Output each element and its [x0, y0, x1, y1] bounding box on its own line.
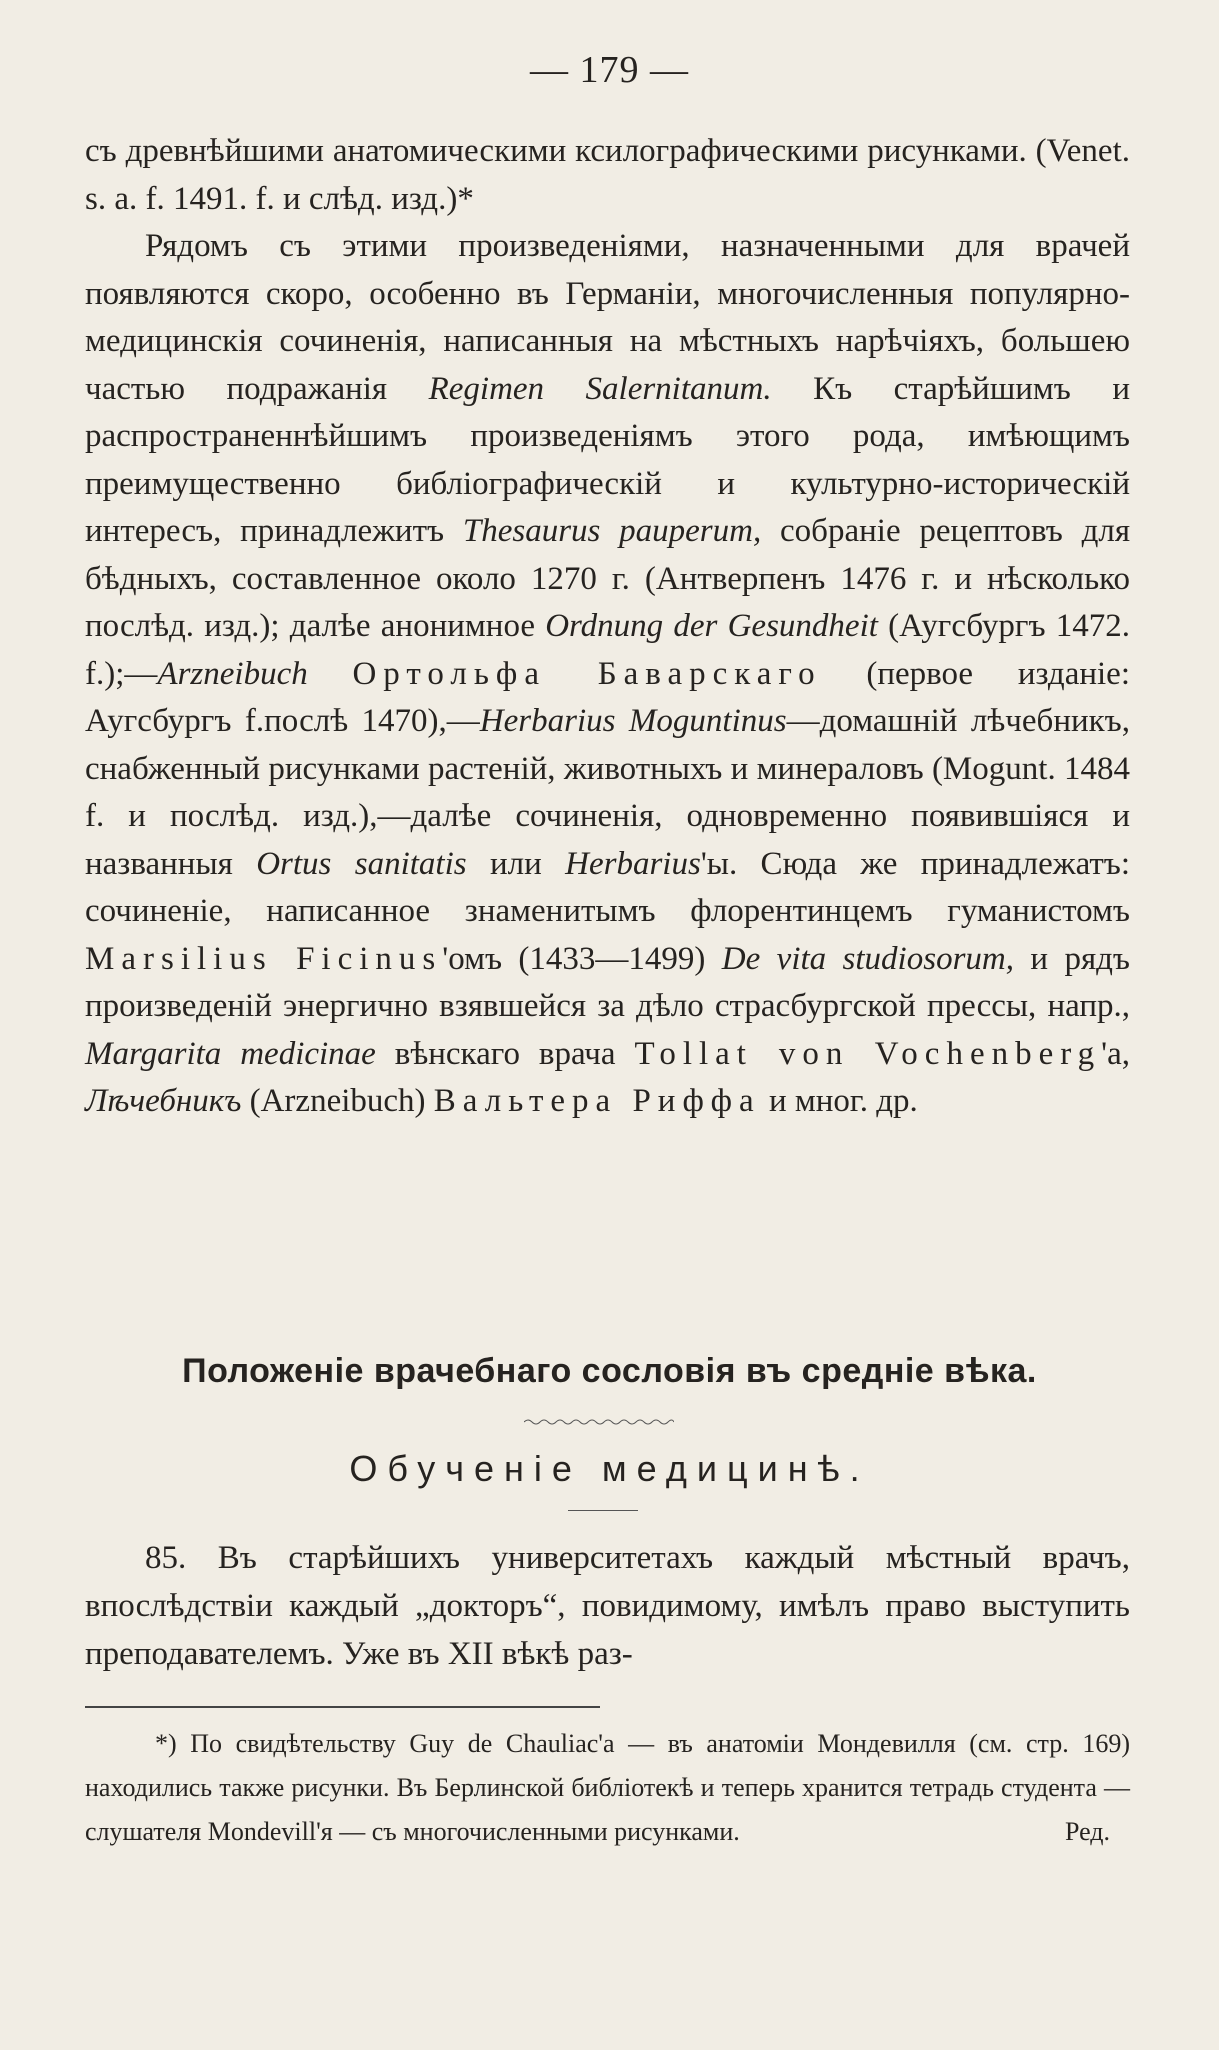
footnote-signature: Ред.: [1064, 1817, 1110, 1846]
paragraph-continuation: съ древнѣйшими анатомическими ксилографическими рисунками. (Venet. s. a. f. 1491. f. и слѣд. изд.)*: [85, 133, 1130, 217]
body-text: [85, 128, 1130, 1126]
paragraph-85: 85. Въ старѣйшихъ университетахъ каждый мѣстный врачъ, впослѣдствіи каждый „докторъ“, повидимому, имѣлъ право выступить преподавателемъ. Уже въ XII вѣкѣ раз-: [85, 1540, 1130, 1672]
footnote-text: *) По свидѣтельству Guy de Chauliac'а — въ анатоміи Мондевилля (см. стр. 169) находились также рисунки. Въ Берлинской библіотекѣ и теперь хранится тетрадь студента — слушателя Mondevill'я — съ многочисленными рисунками. Ред.: [85, 1722, 1130, 1854]
section-heading: Положеніе врачебнаго сословія въ средніе вѣка.: [182, 1352, 1037, 1390]
footnote: [85, 1722, 1130, 1854]
section-subheading: Обученіе медицинѣ.: [349, 1448, 870, 1489]
divider: [568, 1510, 638, 1511]
page-number: — 179 —: [530, 49, 689, 91]
section-text: [85, 1534, 1130, 1678]
footnote-divider: [85, 1706, 600, 1708]
paragraph-main: Рядомъ съ этими произведеніями, назначенными для врачей появляются скоро, особенно въ Германіи, многочисленныя популярно-медицинскія сочиненія, написанныя на мѣстныхъ нарѣчіяхъ, большею частью подражанія Regimen Salernitanum. Къ старѣйшимъ и распространеннѣйшимъ произведеніямъ этого рода, имѣющимъ преимущественно библіографическій и культурно-историческій интересъ, принадлежитъ Thesaurus pauperum, собраніе рецептовъ для бѣдныхъ, составленное около 1270 г. (Антверпенъ 1476 г. и нѣсколько послѣд. изд.); далѣе анонимное Ordnung der Gesundheit (Аугсбургъ 1472. f.);—Arzneibuch Ортольфа Баварскаго (первое изданіе: Аугсбургъ f.послѣ 1470),—Herbarius Moguntinus—домашній лѣчебникъ, снабженный рисунками растеній, животныхъ и минераловъ (Mogunt. 1484 f. и послѣд. изд.),—далѣе сочиненія, одновременно появившіяся и названныя Ortus sanitatis или Herbarius'ы. Сюда же принадлежатъ: сочиненіе, написанное знаменитымъ флорентинцемъ гуманистомъ Marsilius Ficinus'омъ (1433—1499) De vita studiosorum, и рядъ произведеній энергично взявшейся за дѣло страсбургской прессы, напр., Margarita medicinae вѣнскаго врача Tollat von Vochenberg'а, Лѣчебникъ (Arzneibuch) Вальтера Риффа и мног. др.: [85, 228, 1131, 1119]
wave-ornament: [524, 1418, 674, 1426]
